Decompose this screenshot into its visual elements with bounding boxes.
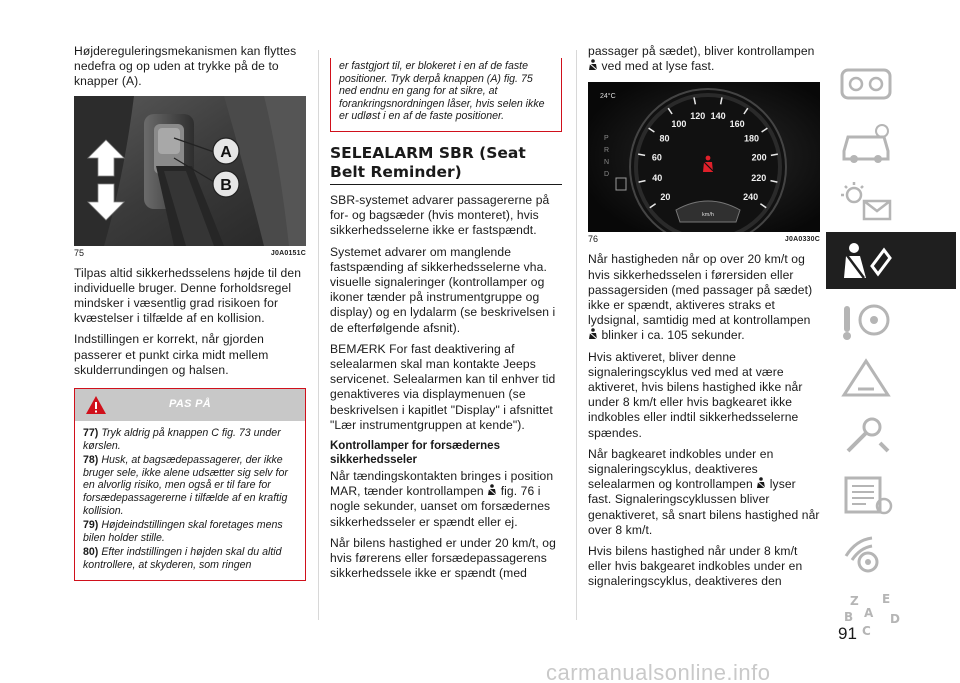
warning-note: 78) Husk, at bagsædepassagerer, der ikke bruger sele, ikke alene udsætter sig selv for en alvorlig risiko, men også er til fare for forsædepassagererne i tilfælde af en kraftig kollision. — [83, 454, 288, 517]
warning-notes — [75, 421, 305, 580]
paragraph: Når bilens hastighed er under 20 km/t, og hvis førerens eller forsædepassagerens sikkerhedssele ikke er spændt (med — [330, 535, 556, 581]
gear-n: N — [604, 159, 610, 167]
speed-label: 140 — [710, 111, 726, 122]
paragraph: Indstillingen er korrekt, når gjorden passerer et punkt cirka midt mellem skulderrundingen og halsen. — [74, 332, 269, 377]
multimedia-icon — [836, 530, 896, 576]
speed-unit: km/h — [702, 212, 714, 219]
figure-number: 75 — [74, 247, 85, 258]
figure-number: 76 — [588, 234, 599, 245]
column-3 — [588, 44, 820, 596]
safety-airbag-icon — [836, 238, 896, 284]
figure-75-caption — [74, 248, 306, 258]
speed-label: 80 — [659, 133, 670, 144]
figure-code: J0A0330C — [784, 236, 820, 244]
figure-code: J0A0151C — [270, 249, 306, 257]
speed-label: 40 — [652, 173, 663, 184]
svg-text:E: E — [882, 591, 891, 606]
warning-note: 80) Efter indstillingen i højden skal du altid kontrollere, at skyderen, som ringen — [83, 546, 282, 571]
sidebar-item-car-info[interactable] — [826, 115, 960, 172]
car-info-icon — [836, 121, 896, 167]
subheading: Kontrollamper for forsædernes sikkerhedsseler — [330, 440, 500, 467]
sidebar-item-multimedia[interactable] — [826, 524, 960, 581]
speed-label: 240 — [743, 192, 759, 203]
sidebar-item-technical-data[interactable] — [826, 466, 960, 523]
paragraph: Når tændingskontakten bringes i position MAR, tænder kontrollampen fig. 76 i nogle sekunder, uanset om forsædernes sikkerhedsseler er spændt eller ej. — [330, 469, 554, 529]
sidebar-item-maintenance[interactable] — [826, 407, 960, 464]
warning-note: 77) Tryk aldrig på knappen C fig. 73 under kørslen. — [83, 427, 281, 452]
temperature-readout: 24°C — [600, 93, 616, 101]
emergency-icon — [836, 355, 896, 401]
column-divider — [318, 50, 319, 620]
svg-text:A: A — [864, 605, 874, 620]
speed-label: 180 — [743, 133, 760, 144]
sidebar-item-safety-active[interactable] — [826, 232, 956, 289]
label-b: B — [220, 176, 232, 194]
speed-label: 60 — [651, 153, 662, 164]
warning-header — [75, 389, 305, 421]
svg-text:C: C — [862, 623, 871, 638]
sidebar-item-warning-lights[interactable] — [826, 173, 960, 230]
seatbelt-warning-icon — [588, 59, 598, 71]
warning-note: 79) Højdeindstillingen skal foretages mens bilen holder stille. — [83, 519, 283, 544]
label-a: A — [220, 143, 232, 161]
paragraph: Når hastigheden når op over 20 km/t og hvis sikkerhedsselen i førersiden eller passagersiden (med passager på sædet) ikke er spændt, aktiveres straks et lydsignal, samtidig med at kontrollampen blinker i ca. 105 sekunder. — [588, 252, 813, 343]
svg-text:Z: Z — [850, 593, 859, 608]
gear-d: D — [604, 171, 610, 179]
speed-label: 100 — [671, 119, 687, 130]
paragraph: Hvis aktiveret, bliver denne signaleringscyklus ved med at være aktiveret, hvis bilens hastighed ikke når under 8 km/t eller hvis bagkearet ikke indkobles eller indtil sikkerhedsselerne spændes. — [588, 349, 803, 440]
speed-label: 220 — [751, 173, 767, 184]
paragraph: Når bagkearet indkobles under en signaleringscyklus, deaktiveres selealarmen og kontrollampen lyser fast. Signaleringscyklussen bliver genaktiveret, så snart bilens hastighed når over 8 km/t. — [588, 446, 820, 537]
gear-r: R — [604, 147, 610, 155]
section-heading: SELEALARM SBR (Seat Belt Reminder) — [330, 143, 526, 181]
chapter-sidebar — [826, 56, 960, 641]
speed-label: 120 — [690, 111, 706, 122]
gear-p: P — [604, 135, 609, 143]
page-number: 91 — [838, 624, 857, 643]
watermark: carmanualsonline.info — [546, 660, 771, 683]
starting-driving-icon — [836, 296, 896, 342]
sidebar-item-emergency[interactable] — [826, 349, 960, 406]
sidebar-item-dashboard[interactable] — [826, 56, 960, 113]
paragraph: Tilpas altid sikkerhedsselens højde til den individuelle bruger. Denne forholdsregel mindsker i væsentlig grad risikoen for kvæstelser i tilfælde af en kollision. — [74, 265, 302, 326]
figure-76-instrument-cluster — [588, 82, 820, 232]
warning-lights-icon — [836, 179, 896, 225]
seatbelt-warning-icon — [588, 328, 598, 340]
intro-text: Højdereguleringsmekanismen kan flyttes nedefra og op uden at trykke på de to knapper (A). — [74, 44, 297, 89]
speed-label: 160 — [729, 119, 745, 130]
speed-label: 20 — [660, 192, 671, 203]
column-divider — [576, 50, 577, 620]
column-1 — [74, 44, 306, 581]
warning-continuation — [330, 58, 562, 132]
seatbelt-adjuster-photo — [74, 96, 306, 246]
heading-rule — [330, 184, 562, 185]
paragraph: SBR-systemet advarer passagererne på for- og bagsæder (hvis monteret), hvis sikkerhedsselerne ikke er fastspændt. — [330, 192, 550, 238]
paragraph: passager på sædet), bliver kontrollampen ved med at lyse fast. — [588, 44, 815, 74]
car-dashboard-icon — [836, 62, 896, 108]
warning-box — [74, 388, 306, 581]
figure-76-caption — [588, 234, 820, 244]
column-2 — [330, 58, 562, 587]
speedometer-photo — [588, 82, 820, 232]
paragraph: Hvis bilens hastighed når under 8 km/t eller hvis bakgearet indkobles under en signaleringscyklus, deaktiveres den — [588, 544, 803, 589]
technical-data-icon — [836, 472, 896, 518]
sidebar-item-starting-driving[interactable] — [826, 290, 960, 347]
paragraph: Systemet advarer om manglende fastspænding af sikkerhedsselerne vha. visuelle signaleringer (kontrollamper og ikoner tænder på instrumentgruppe og display) og en lydalarm (se beskrivelsen i de efterfølgende afsnit). — [330, 244, 556, 335]
speed-label: 200 — [751, 153, 767, 164]
svg-text:D: D — [890, 611, 900, 626]
maintenance-icon — [836, 413, 896, 459]
warning-note-continued: er fastgjort til, er blokeret i en af de faste positioner. Tryk derpå knappen (A) fig. 75 ned endnu en gang for at sikre, at forankringsnordningen låser, hvis selen ikke er udløst i en af de faste positioner. — [339, 60, 545, 123]
figure-75-seatbelt-height — [74, 96, 306, 246]
seatbelt-warning-icon — [487, 484, 497, 496]
svg-text:B: B — [844, 609, 854, 624]
paragraph: BEMÆRK For fast deaktivering af selealarmen skal man kontakte Jeeps servicenet. Selealarmen kan til enhver tid genaktiveres via displaymenuen (se beskrivelsen i kapitlet "Display" i afsnittet "Lær instrumentgruppen at kende"). — [330, 341, 556, 432]
seatbelt-warning-icon — [756, 477, 766, 489]
warning-title: PAS PÅ — [169, 398, 211, 411]
